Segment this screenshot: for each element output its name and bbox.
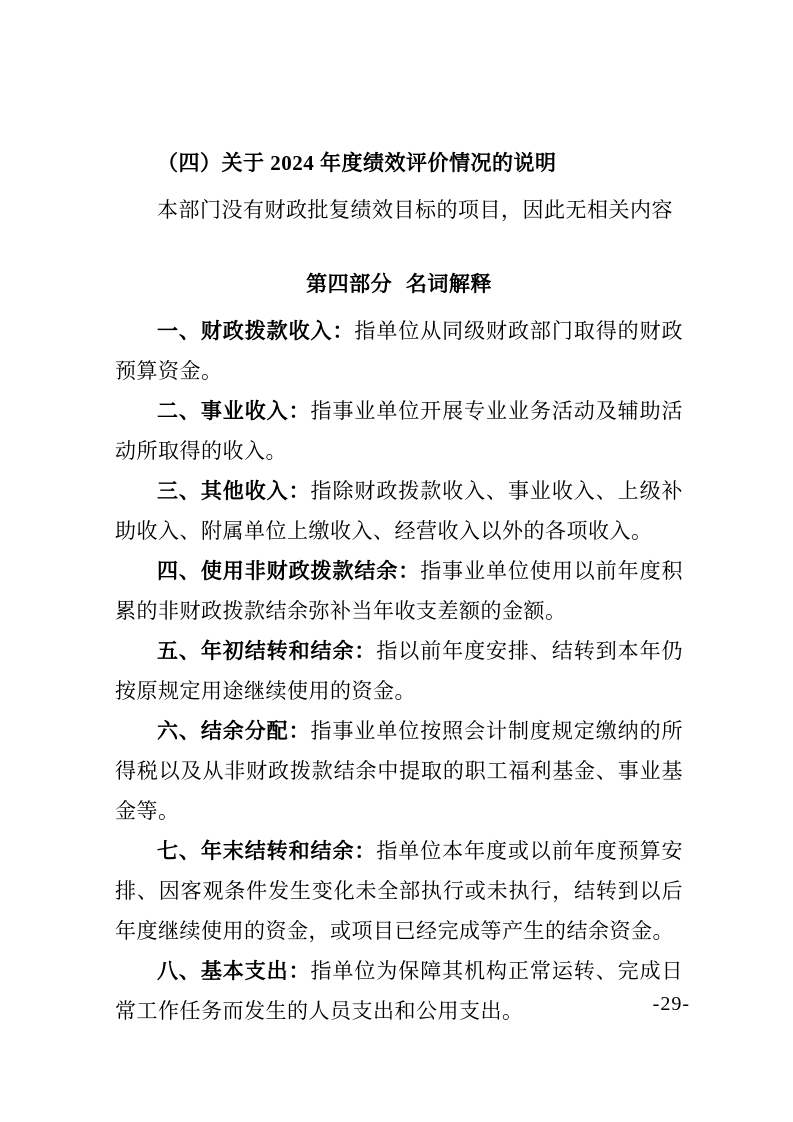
term-definition: 指单位从同级财政部门取得的财政预算资金。 [115, 319, 684, 383]
term-label: 二、事业收入： [157, 399, 311, 423]
term-definition: 指单位为保障其机构正常运转、完成日常工作任务而发生的人员支出和公用支出。 [115, 959, 684, 1023]
term-definition: 指单位本年度或以前年度预算安排、因客观条件发生变化未全部执行或未执行，结转到以后年度继续使用的资金，或项目已经完成等产生的结余资金。 [115, 839, 684, 943]
section-heading: （四）关于 2024 年度绩效评价情况的说明 [157, 151, 557, 175]
term-definition: 指以前年度安排、结转到本年仍按原规定用途继续使用的资金。 [115, 639, 684, 703]
term-label: 六、结余分配： [157, 719, 311, 743]
term-definition: 指事业单位按照会计制度规定缴纳的所得税以及从非财政拨款结余中提取的职工福利基金、事业基金等。 [115, 719, 684, 823]
term-paragraph [115, 391, 683, 471]
term-paragraph [115, 631, 683, 711]
part-title: 第四部分 名词解释 [306, 272, 492, 296]
term-definition: 指事业单位开展专业业务活动及辅助活动所取得的收入。 [115, 399, 684, 463]
term-paragraph [115, 711, 683, 831]
document-content [115, 143, 683, 1031]
term-label: 三、其他收入： [157, 479, 311, 503]
section-note: 本部门没有财政批复绩效目标的项目，因此无相关内容 [157, 198, 673, 222]
term-label: 四、使用非财政拨款结余： [157, 559, 421, 583]
term-definition: 指除财政拨款收入、事业收入、上级补助收入、附属单位上缴收入、经营收入以外的各项收入。 [115, 479, 684, 543]
term-label: 五、年初结转和结余： [157, 639, 377, 663]
page-number: -29- [652, 993, 690, 1015]
term-label: 七、年末结转和结余： [157, 839, 377, 863]
term-paragraph [115, 311, 683, 391]
term-paragraph [115, 471, 683, 551]
term-paragraph [115, 951, 683, 1031]
term-paragraph [115, 551, 683, 631]
term-definition: 指事业单位使用以前年度积累的非财政拨款结余弥补当年收支差额的金额。 [115, 559, 684, 623]
term-paragraph [115, 831, 683, 951]
term-label: 一、财政拨款收入： [157, 319, 355, 343]
term-label: 八、基本支出： [157, 959, 311, 983]
